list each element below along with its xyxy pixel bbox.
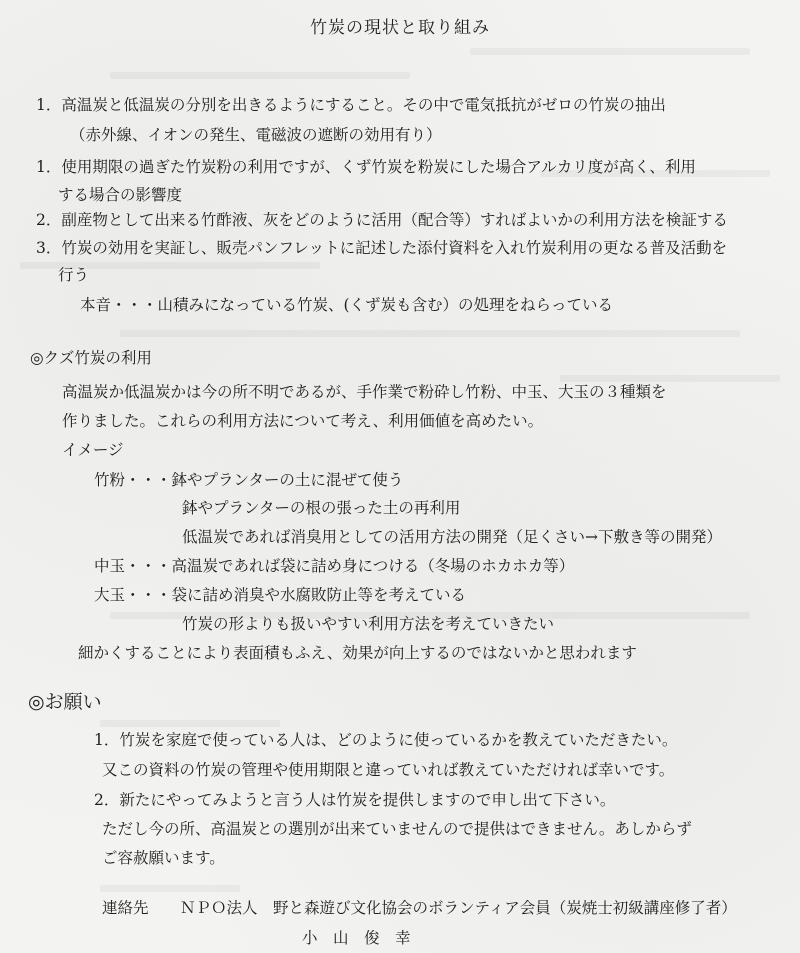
page-title: 竹炭の現状と取り組み (310, 18, 490, 38)
item-1-line-1: 1．高温炭と低温炭の分別を出きるようにすること。その中で電気抵抗がゼロの竹炭の抽出 (36, 96, 666, 114)
bleed-through-mark (560, 375, 780, 382)
kuzu-summary: 細かくすることにより表面積もふえ、効果が向上するのではないかと思われます (78, 644, 637, 662)
contact-label: 連絡先 (102, 899, 149, 917)
kuzu-line-deodorize: 低温炭であれば消臭用としての活用方法の開発（足くさい→下敷き等の開発） (182, 528, 722, 546)
request-line-1: 1．竹炭を家庭で使っている人は、どのように使っているかを教えていただきたい。 (94, 731, 678, 749)
item-3-line-1: 2．副産物として出来る竹酢液、灰をどのように活用（配合等）すればよいかの利用方法を検証する (36, 211, 728, 229)
request-line-2: 又この資料の竹炭の管理や使用期限と違っていれば教えていただければ幸いです。 (102, 761, 675, 779)
item-1-line-2: （赤外線、イオンの発生、電磁波の遮断の効用有り） (70, 126, 442, 144)
kuzu-line-odama: 大玉・・・袋に詰め消臭や水腐敗防止等を考えている (94, 586, 467, 604)
kuzu-line-reuse: 鉢やプランターの根の張った土の再利用 (182, 499, 461, 517)
contact-org: ＮＰＯ法人 野と森遊び文化協会のボランティア会員（炭焼士初級講座修了者） (180, 899, 737, 917)
item-2-line-1: 1．使用期限の過ぎた竹炭粉の利用ですが、くず竹炭を粉炭にした場合アルカリ度が高く、利用 (36, 158, 696, 176)
item-4-line-2: 行う (58, 266, 90, 284)
kuzu-line-shape: 竹炭の形よりも扱いやすい利用方法を考えていきたい (182, 615, 555, 633)
honne-line: 本音・・・山積みになっている竹炭、(くず炭も含む）の処理をねらっている (80, 296, 614, 314)
kuzu-intro-1: 高温炭か低温炭かは今の所不明であるが、手作業で粉砕し竹粉、中玉、大玉の３種類を (62, 383, 667, 401)
bleed-through-mark (120, 330, 740, 337)
bleed-through-mark (110, 72, 410, 79)
kuzu-line-chudama: 中玉・・・高温炭であれば袋に詰め身につける（冬場のホカホカ等） (94, 557, 575, 575)
bleed-through-mark (100, 720, 280, 727)
bleed-through-mark (470, 48, 750, 55)
request-line-4: ただし今の所、高温炭との選別が出来ていませんので提供はできません。あしからず (102, 820, 692, 838)
image-label: イメージ (62, 441, 124, 459)
item-4-line-1: 3．竹炭の効用を実証し、販売パンフレットに記述した添付資料を入れ竹炭利用の更なる普及活動を (36, 239, 728, 257)
bleed-through-mark (100, 885, 240, 892)
contact-name: 小 山 俊 幸 (302, 929, 411, 947)
request-heading: ◎お願い (28, 691, 102, 713)
request-line-3: 2．新たにやってみようと言う人は竹炭を提供しますので申し出て下さい。 (94, 791, 616, 809)
kuzu-line-takeko: 竹粉・・・鉢やプランターの土に混ぜて使う (94, 471, 404, 489)
kuzu-intro-2: 作りました。これらの利用方法について考え、利用価値を高めたい。 (62, 412, 544, 430)
kuzu-heading: ◎クズ竹炭の利用 (30, 349, 152, 367)
item-2-line-2: する場合の影響度 (58, 186, 183, 204)
request-line-5: ご容赦願います。 (102, 849, 225, 867)
